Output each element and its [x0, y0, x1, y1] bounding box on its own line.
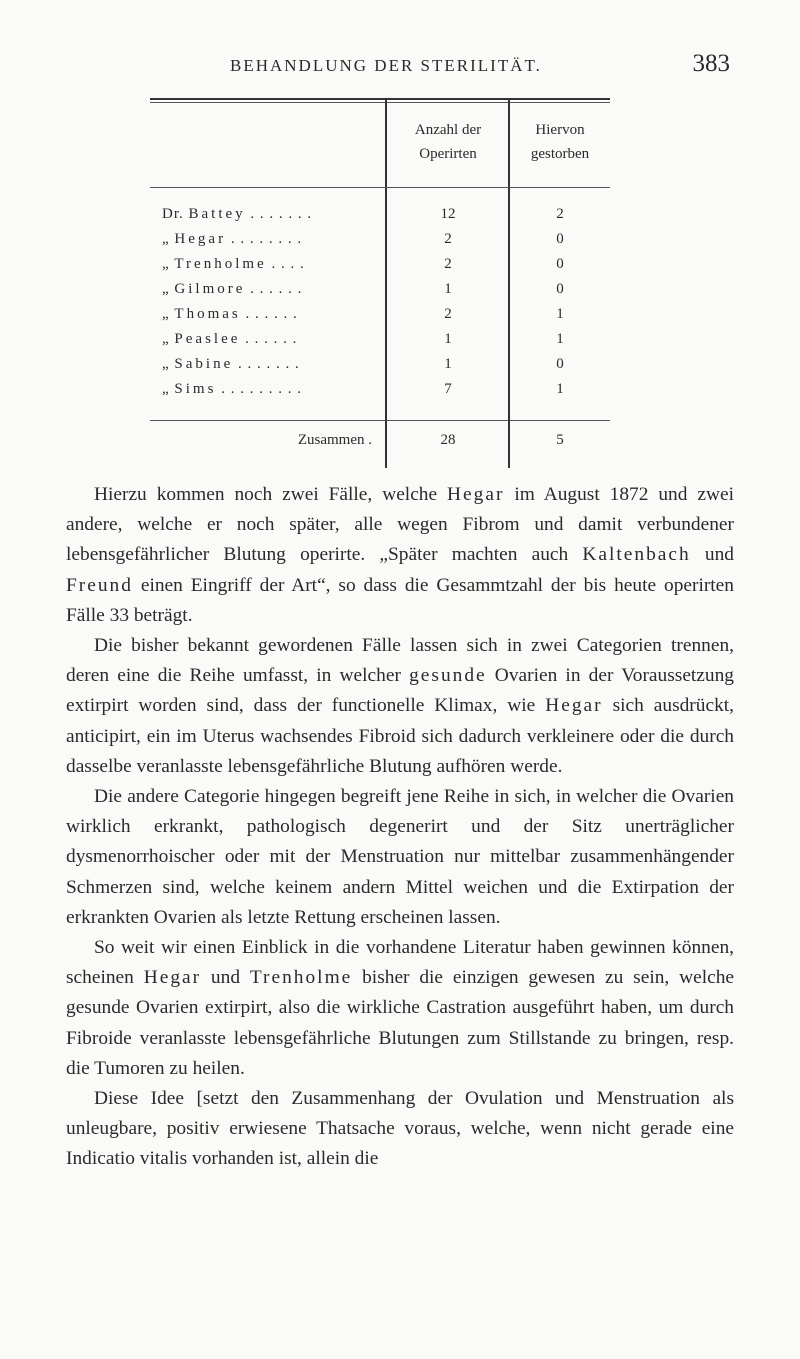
table-row [0, 304, 800, 330]
table-top-rule-thin [150, 102, 610, 103]
total-label: Zusammen . [297, 432, 372, 448]
died-count: 0 [556, 356, 564, 372]
name-prefix: „ [162, 231, 170, 247]
column-header-line: Operirten [419, 146, 477, 162]
name-prefix: „ [162, 356, 170, 372]
text-run: im August 1872 und zwei andere, welche er noch später, alle wegen Fibrom und damit verbundener lebensgefährlicher Blutung operirte. „Später machten auch [66, 484, 734, 566]
surgeon-name [162, 206, 312, 223]
text-run: So weit wir einen Einblick in die vorhandene Literatur haben gewinnen können, scheinen [66, 937, 734, 989]
leader-dots: . . . . . . . [245, 206, 313, 222]
surgeon-name [162, 281, 302, 298]
surgeon: Sims [174, 381, 217, 397]
text-run: und [690, 544, 734, 566]
spaced-name: Hegar [143, 967, 202, 989]
surgeon: Sabine [174, 356, 234, 372]
operated-count: 2 [444, 306, 452, 322]
operated-count: 7 [444, 381, 452, 397]
died-count: 0 [556, 231, 564, 247]
running-head [0, 50, 800, 80]
died-count: 1 [556, 331, 564, 347]
spaced-name: Trenholme [249, 967, 353, 989]
spaced-name: Hegar [447, 484, 505, 505]
paragraph [66, 1084, 734, 1175]
table-row [0, 279, 800, 305]
spaced-word: gesunde [409, 665, 487, 687]
leader-dots: . . . . . . . . . [216, 381, 302, 397]
spaced-name: Freund [66, 574, 133, 596]
name-prefix: „ [162, 306, 170, 322]
spaced-name: Hegar [545, 695, 603, 717]
leader-dots: . . . . . . . [233, 356, 300, 372]
surgeon: Battey [188, 206, 246, 222]
table-divider [385, 98, 387, 188]
leader-dots: . . . . . . [240, 331, 298, 347]
surgeon-name [162, 256, 305, 273]
operated-count: 1 [444, 281, 452, 297]
text-run: einen Eingriff der Art“, so dass die Gesammtzahl der bis heute operirten Fälle 33 beträgt. [66, 574, 734, 626]
running-title: BEHANDLUNG DER STERILITÄT. [230, 56, 542, 75]
table-top-rule [150, 98, 610, 100]
column-header-line: Hiervon [535, 122, 585, 138]
text-run: sich ausdrückt, anticipirt, ein im Uterus wachsendes Fibroid sich dadurch verkleinere oder die durch dasselbe veranlasste lebensgefährliche Blutung aufhören werde. [66, 695, 734, 777]
total-operated: 28 [440, 432, 456, 448]
operated-count: 2 [444, 231, 452, 247]
surgeon: Trenholme [174, 256, 267, 272]
paragraph [66, 782, 734, 933]
name-prefix: Dr. [162, 206, 184, 222]
paragraph [66, 480, 734, 631]
table-row [0, 329, 800, 355]
column-header-line: Anzahl der [414, 122, 482, 138]
paragraph [66, 631, 734, 782]
died-count: 0 [556, 256, 564, 272]
paragraph [66, 933, 734, 1084]
name-prefix: „ [162, 281, 170, 297]
table-header-rule [150, 187, 610, 188]
leader-dots: . . . . . . [240, 306, 298, 322]
table-row [0, 254, 800, 280]
column-header-operated [388, 118, 508, 166]
text-run: Diese Idee [setzt den Zusammenhang der Ovulation und Menstruation als unleugbare, positiv erwiesene Thatsache voraus, welche, wenn nicht gerade eine Indicatio vitalis vorhanden ist, allein die [66, 1088, 734, 1170]
name-prefix: „ [162, 331, 170, 347]
died-count: 2 [556, 206, 564, 222]
body-text [66, 480, 734, 1175]
name-prefix: „ [162, 381, 170, 397]
column-header-line: gestorben [530, 146, 590, 162]
operated-count: 1 [444, 356, 452, 372]
surgeon-name [162, 331, 297, 348]
died-count: 0 [556, 281, 564, 297]
text-run: Die andere Categorie hingegen begreift jene Reihe in sich, in welcher die Ovarien wirklich erkrankt, pathologisch degenerirt und der Sitz unerträglicher dysmenorrhoischer oder mit der Menstruation nur mittelbar zusammenhängender Schmerzen sind, welche keinem andern Mittel weichen und die Extirpation der erkrankten Ovarien als letzte Rettung erscheinen lassen. [66, 786, 734, 928]
died-count: 1 [556, 381, 564, 397]
surgeon: Gilmore [174, 281, 246, 297]
table-row [0, 229, 800, 255]
leader-dots: . . . . [266, 256, 305, 272]
surgeon: Peaslee [174, 331, 241, 347]
spaced-name: Kaltenbach [582, 544, 691, 566]
text-run: Ovarien in der Voraussetzung extirpirt worden sind, dass der functionelle Klimax, wie [66, 665, 734, 717]
text-run: Die bisher bekannt gewordenen Fälle lassen sich in zwei Categorien trennen, deren eine die Reihe umfasst, in welcher [66, 635, 734, 687]
leader-dots: . . . . . . . . [226, 231, 303, 247]
page-number: 383 [692, 50, 730, 77]
surgeon: Hegar [174, 231, 227, 247]
text-run: und [201, 967, 250, 989]
total-died: 5 [556, 432, 564, 448]
died-count: 1 [556, 306, 564, 322]
table-total-rule [150, 420, 610, 421]
surgeon-name [162, 356, 300, 373]
leader-dots: . . . . . . [245, 281, 303, 297]
surgeon: Thomas [174, 306, 241, 322]
column-header-died [510, 118, 610, 166]
operated-count: 2 [444, 256, 452, 272]
operated-count: 12 [440, 206, 456, 222]
table-row [0, 354, 800, 380]
name-prefix: „ [162, 256, 170, 272]
surgeon-name [162, 231, 302, 248]
operated-count: 1 [444, 331, 452, 347]
text-run: bisher die einzigen gewesen zu sein, welche gesunde Ovarien extirpirt, also die wirkliche Castration ausgeführt haben, um durch Fibroide veranlasste lebensgefährliche Blutungen zum Stillstande zu bringen, resp. die Tumoren zu heilen. [66, 967, 735, 1079]
text-run: Hierzu kommen noch zwei Fälle, welche [94, 484, 448, 505]
surgeon-name [162, 381, 302, 398]
table-row [0, 379, 800, 405]
table-row [0, 204, 800, 230]
surgeon-name [162, 306, 298, 323]
